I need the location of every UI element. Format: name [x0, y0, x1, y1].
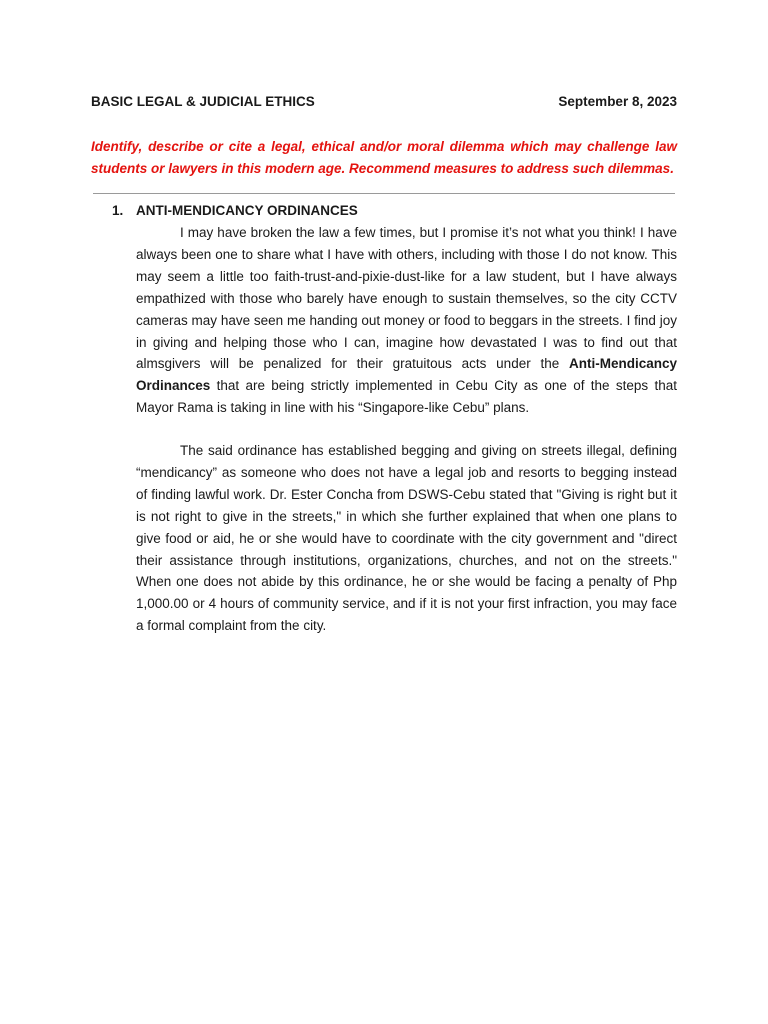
body-paragraph-2: The said ordinance has established begging and giving on streets illegal, defining “mendicancy” as someone who does not have a legal job and resorts to begging instead of finding lawful work. Dr. Ester Concha from DSWS-Cebu stated that "Giving is right but it is not right to give in the streets," in which she further explained that when one plans to give food or aid, he or she would have to coordinate with the city government and "direct their assistance through institutions, organizations, churches, and not on the streets." When one does not abide by this ordinance, he or she would be facing a penalty of Php 1,000.00 or 4 hours of community service, and if it is not your first infraction, you may face a formal complaint from the city. [136, 443, 677, 634]
ordinance-name-bold: Anti-Mendicancy Ordinances [136, 356, 677, 394]
document-header [91, 94, 677, 112]
section-title: ANTI-MENDICANCY ORDINANCES [136, 203, 358, 218]
section-number: 1. [112, 203, 124, 218]
horizontal-divider [93, 193, 675, 194]
course-title: BASIC LEGAL & JUDICIAL ETHICS [91, 94, 315, 109]
document-date: September 8, 2023 [558, 94, 677, 109]
section-heading [112, 203, 358, 218]
paragraph-1-text-start: I may have broken the law a few times, but I promise it’s not what you think! I have always been one to share what I have with others, including with those I do not know. This may seem a little too faith-trust-and-pixie-dust-like for a law student, but I have always empathized with those who barely have enough to sustain themselves, so the city CCTV cameras may have seen me handing out money or food to beggars in the streets. I find joy in giving and helping those who I can, imagine how devastated I was to find out that almsgivers will be penalized for their gratuitous acts under the [136, 225, 677, 372]
assignment-prompt: Identify, describe or cite a legal, ethical and/or moral dilemma which may challenge law students or lawyers in this modern age. Recommend measures to address such dilemmas. [91, 139, 677, 176]
paragraph-1-text-end: that are being strictly implemented in Cebu City as one of the steps that Mayor Rama is taking in line with his “Singapore-like Cebu” plans. [136, 378, 677, 416]
body-paragraph-1 [136, 222, 677, 419]
